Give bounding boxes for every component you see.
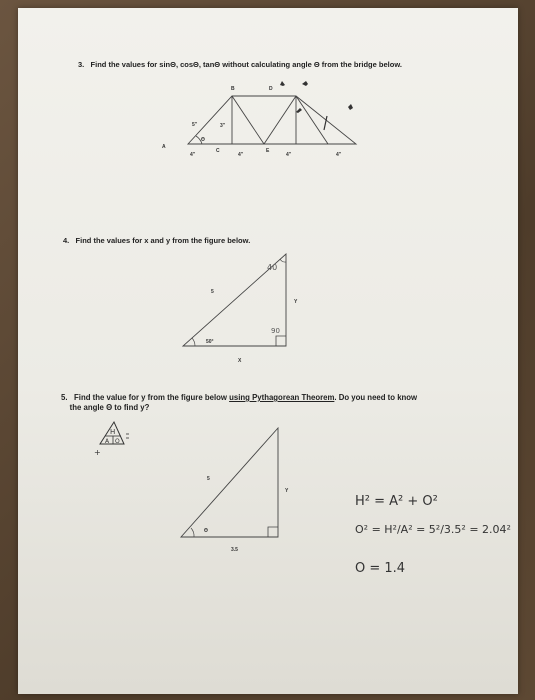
q3-label-theta: Θ (201, 137, 205, 143)
q3-label-b: B (231, 86, 235, 92)
q4-label-x: X (238, 358, 242, 364)
q4-label-y: Y (294, 299, 298, 305)
svg-text:H: H (110, 428, 116, 436)
q3-label-d: D (269, 86, 273, 92)
q3-label-seg4: 4" (336, 152, 342, 158)
work-line-1: H² = A² + O² (355, 494, 438, 509)
q3-label-seg1: 4" (190, 152, 196, 158)
q3-label-c: C (216, 148, 220, 154)
q5-heading (61, 393, 417, 413)
q5-text-before: Find the value for y from the figure below (74, 393, 230, 402)
q3-label-seg2: 4" (238, 152, 244, 158)
q5-label-theta: Θ (204, 528, 208, 534)
q5-label-3-5: 3.5 (231, 547, 238, 553)
q3-number: 3. (78, 60, 85, 69)
q3-label-seg3: 4" (286, 152, 292, 158)
q5-handwritten-work (355, 494, 511, 576)
q4-label-50: 50° (206, 339, 214, 345)
q5-triangle-diagram (181, 428, 289, 553)
q3-label-5: 5" (192, 122, 198, 128)
q4-label-40: 40 (267, 263, 278, 272)
q5-label-y: Y (285, 488, 289, 494)
q5-text-line2: the angle Θ to find y? (69, 403, 150, 412)
q5-text-underlined: using Pythagorean Theorem (229, 393, 335, 402)
q5-text-after: . Do you need to know (334, 393, 418, 402)
svg-text:A: A (105, 438, 110, 445)
q5-number: 5. (61, 393, 68, 402)
svg-text:+: + (94, 448, 101, 457)
work-line-2: O² = H²/A² = 5²/3.5² = 2.04² (355, 523, 511, 536)
q3-text: Find the values for sinΘ, cosΘ, tanΘ without calculating angle Θ from the bridge below. (90, 60, 402, 69)
q3-label-3: 3" (220, 123, 226, 129)
q4-triangle-diagram (183, 254, 298, 364)
q4-heading (63, 236, 250, 245)
q5-hao-triangle-icon (94, 422, 129, 457)
q4-label-5: 5 (211, 289, 214, 295)
q5-label-5: 5 (207, 476, 210, 482)
q4-label-90: 90 (271, 327, 280, 335)
work-line-3: O = 1.4 (355, 561, 406, 576)
q3-bridge-diagram (18, 8, 518, 694)
svg-text:O: O (115, 438, 120, 445)
q4-number: 4. (63, 236, 70, 245)
q4-text: Find the values for x and y from the figure below. (75, 236, 251, 245)
q3-label-e: E (266, 148, 270, 154)
worksheet-page (18, 8, 518, 694)
q3-label-a: A (162, 144, 166, 150)
